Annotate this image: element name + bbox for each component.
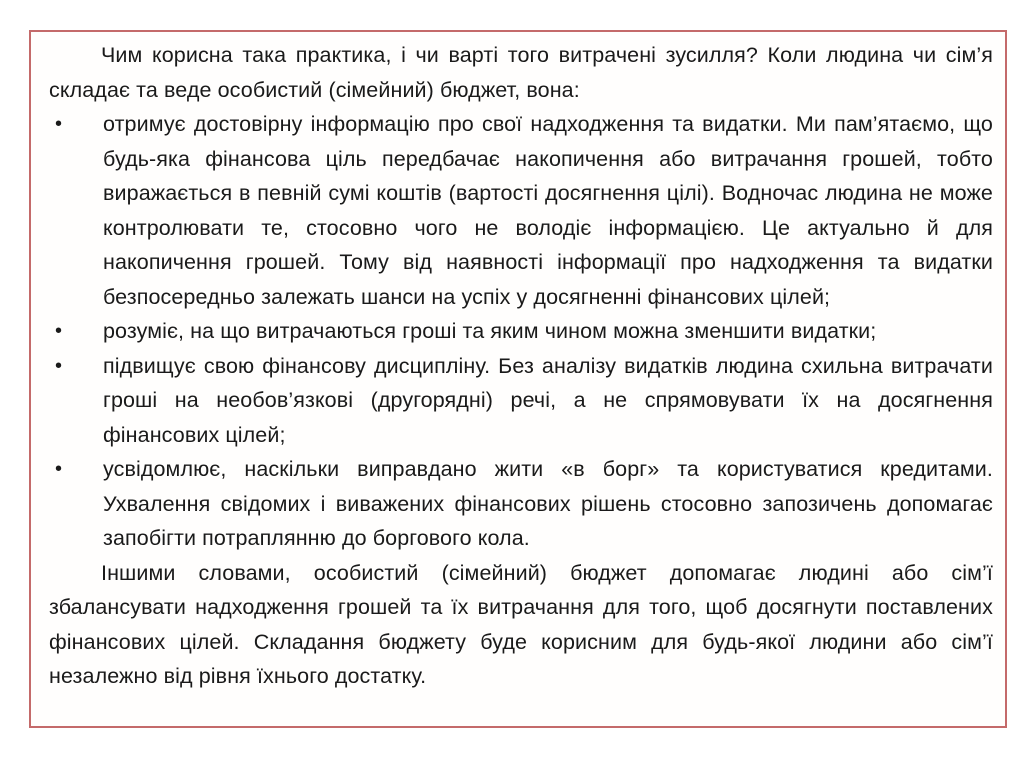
slide-frame (29, 30, 1007, 728)
bullet-text: усвідомлює, наскільки виправдано жити «в борг» та користуватися кредитами. Ухвалення свідомих і виважених фінансових рішень стосовно запозичень допомагає запобігти потраплянню до боргового кола. (103, 457, 993, 550)
intro-paragraph: Чим корисна така практика, і чи варті того витрачені зусилля? Коли людина чи сім’я складає та веде особистий (сімейний) бюджет, вона: (49, 43, 993, 102)
list-item (49, 314, 993, 349)
bullet-icon: • (55, 113, 63, 135)
list-item (49, 452, 993, 556)
document-body (49, 38, 993, 694)
bullet-icon: • (55, 458, 63, 480)
bullet-text: отримує достовірну інформацію про свої надходження та видатки. Ми пам’ятаємо, що будь-яка фінансова ціль передбачає накопичення або витрачання грошей, тобто виражається в певній сумі коштів (вартості досягнення цілі). Водночас людина не може контролювати те, стосовно чого не володіє інформацією. Це актуально й для накопичення грошей. Тому від наявності інформації про надходження та видатки безпосередньо залежать шанси на успіх у досягненні фінансових цілей; (103, 112, 993, 309)
conclusion-paragraph: Іншими словами, особистий (сімейний) бюджет допомагає людині або сім’ї збалансувати надходження грошей та їх витрачання для того, щоб досягнути поставлених фінансових цілей. Складання бюджету буде корисним для будь-якої людини або сім’ї незалежно від рівня їхнього достатку. (49, 560, 993, 688)
bullet-list (49, 107, 993, 556)
bullet-text: підвищує свою фінансову дисципліну. Без аналізу видатків людина схильна витрачати гроші на необов’язкові (другорядні) речі, а не спрямовувати їх на досягнення фінансових цілей; (103, 353, 993, 447)
bullet-icon: • (55, 354, 63, 377)
bullet-text: розуміє, на що витрачаються гроші та яким чином можна зменшити видатки; (103, 319, 877, 343)
bullet-icon: • (55, 320, 63, 342)
list-item (49, 107, 993, 314)
list-item (49, 349, 993, 453)
